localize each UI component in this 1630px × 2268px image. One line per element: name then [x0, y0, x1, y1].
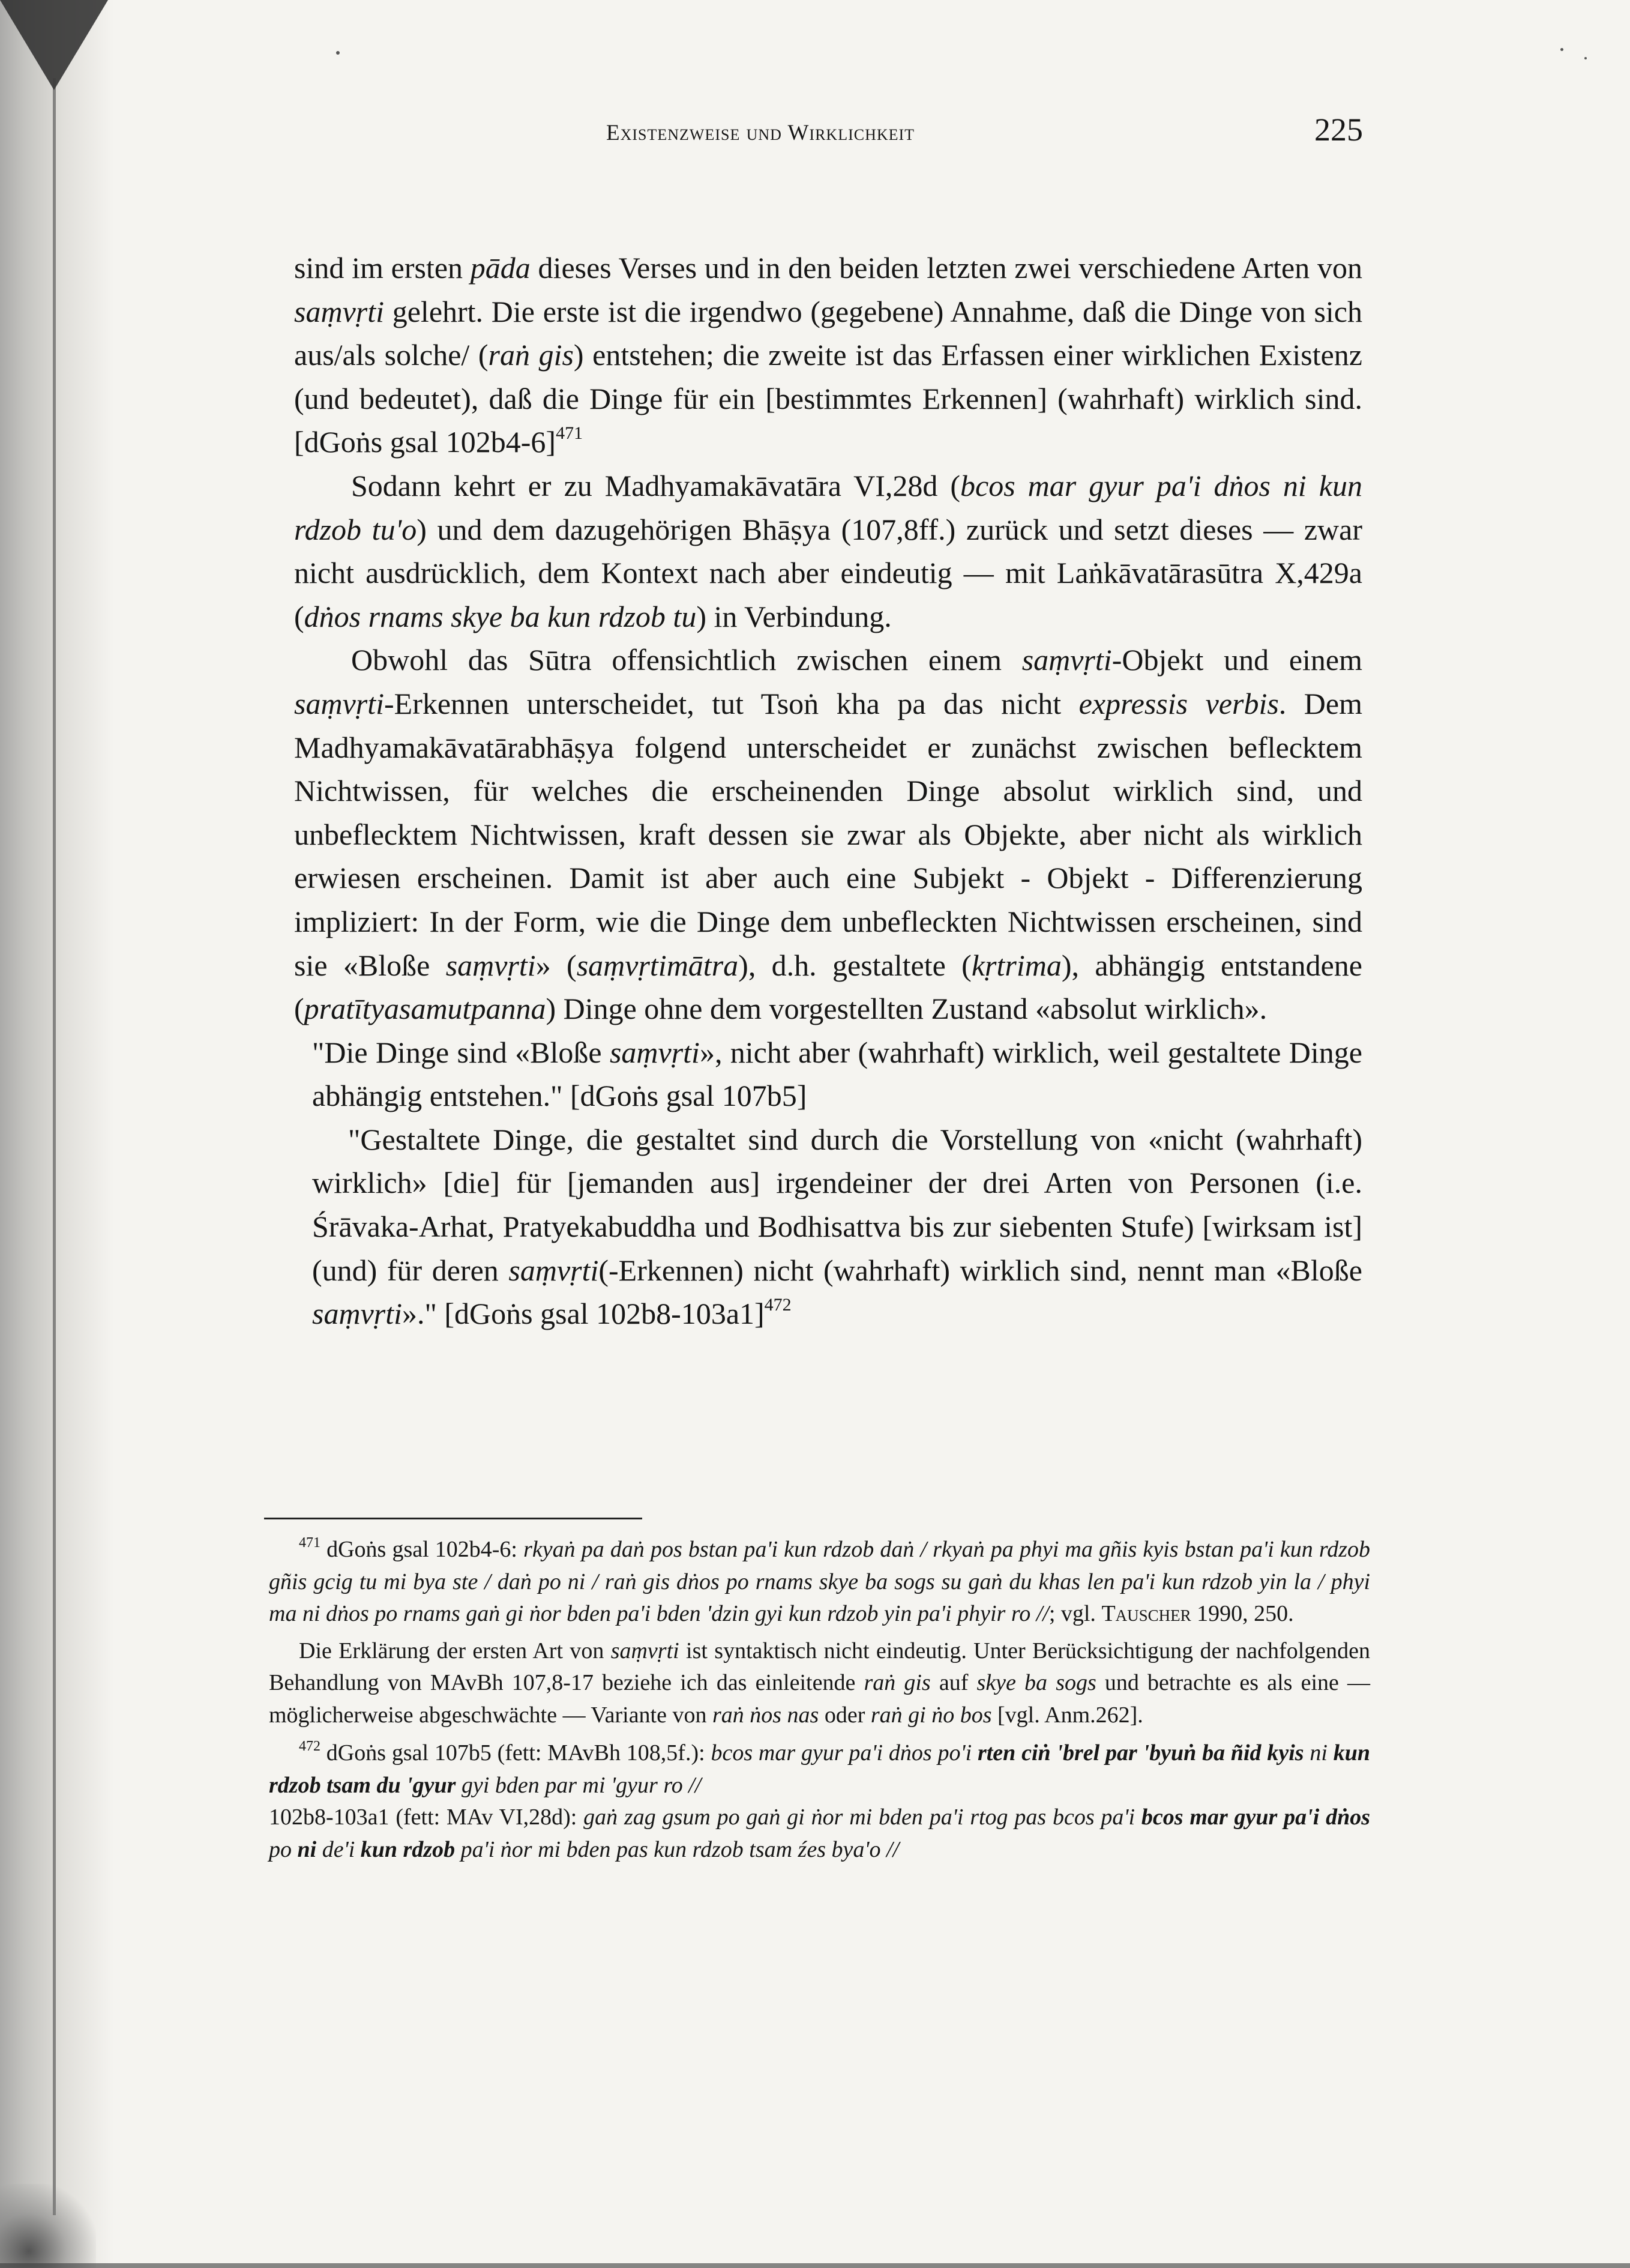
- running-head: Existenzweise und Wirklichkeit: [606, 121, 915, 145]
- text-span: dGoṅs gsal 107b5 (fett: MAvBh 108,5f.):: [320, 1740, 711, 1766]
- footnote-number: 472: [299, 1739, 320, 1754]
- italic-term: pāda: [470, 251, 531, 285]
- text-span: "Gestaltete Dinge, die gestaltet sind durch die Vorstellung von «nicht (wahrhaft) wirklich» [die] für [jemanden aus] irgendeiner der drei Arten von Personen (i.e. Śrāvaka-Arhat, Pratyekabuddha und Bodhisattva bis zur siebenten Stufe) [wirksam ist] (und) für deren: [312, 1122, 1362, 1287]
- text-span: ), abhängig entstandene (: [294, 948, 1362, 1026]
- tibetan-quote: ni: [1304, 1740, 1334, 1766]
- tibetan-quote: rkyaṅ pa daṅ pos bstan pa'i kun rdzob daṅ / rkyaṅ pa phyi ma gñis kyis bstan pa'i kun rdzob gñis gcig tu mi bya ste / daṅ po ni / raṅ gis dṅos po rnams skye ba sogs su gaṅ du khas len pa'i kun rdzob yin la / phyi ma ni dṅos po rnams gaṅ gi ṅor bden pa'i bden 'dzin gyi kun rdzob yin pa'i phyir ro //: [269, 1537, 1371, 1626]
- italic-term: saṃvṛti: [610, 1638, 679, 1663]
- italic-term: saṃvṛti: [445, 948, 536, 982]
- footnotes: [269, 1534, 1370, 1866]
- scan-speck: [336, 51, 340, 55]
- text-span: ) Dinge ohne dem vorgestellten Zustand «absolut wirklich».: [546, 992, 1268, 1026]
- page-number: 225: [1314, 112, 1363, 148]
- binding-bottom-shadow: [0, 2184, 96, 2268]
- text-span: sind im ersten: [294, 251, 471, 285]
- text-span: auf: [930, 1670, 977, 1695]
- text-span: ) und dem dazugehörigen Bhāṣya (107,8ff.) zurück und setzt dieses — zwar nicht ausdrücklich, dem Kontext nach aber eindeutig — mit Laṅkāvatārasūtra X,429a (: [294, 512, 1362, 633]
- tibetan-quote: gyi bden par mi 'gyur ro //: [456, 1772, 702, 1798]
- quotation-1: [294, 1031, 1362, 1118]
- author-name: Tauscher: [1101, 1601, 1191, 1626]
- footnote-472-continuation: [269, 1802, 1370, 1866]
- text-span: . Dem Madhyamakāvatārabhāṣya folgend unterscheidet er zunächst zwischen beflecktem Nichtwissen, für welches die erscheinenden Dinge absolut wirklich sind, und unbeflecktem Nichtwissen, kraft dessen sie zwar als Objekte, aber nicht als wirklich erwiesen erscheinen. Damit ist aber auch eine Subjekt - Objekt - Differenzierung impliziert: In der Form, wie die Dinge dem unbefleckten Nichtwissen erscheinen, sind sie «Bloße: [294, 686, 1362, 982]
- footnote-ref-471[interactable]: 471: [556, 423, 583, 444]
- main-text: [294, 246, 1362, 1336]
- italic-term: raṅ gi ṅo bos: [870, 1702, 992, 1728]
- tibetan-quote: bcos mar gyur pa'i dṅos po'i: [711, 1740, 978, 1766]
- text-span: gelehrt. Die erste ist die irgendwo (gegebene) Annahme, daß die Dinge von sich aus/als solche/ (: [294, 294, 1362, 372]
- tibetan-quote: de'i: [316, 1836, 361, 1862]
- tibetan-quote: gaṅ zag gsum po gaṅ gi ṅor mi bden pa'i rtog pas bcos pa'i: [583, 1805, 1141, 1830]
- paragraph-2: [294, 464, 1362, 638]
- italic-quote: dṅos rnams skye ba kun rdzob tu: [304, 599, 697, 633]
- italic-term: skye ba sogs: [976, 1670, 1096, 1695]
- tibetan-quote-bold: bcos mar gyur pa'i dṅos: [1141, 1805, 1370, 1830]
- tibetan-quote-bold: rten ciṅ 'brel par 'byuṅ ba ñid kyis: [977, 1740, 1304, 1766]
- text-span: ), d.h. gestaltete (: [738, 948, 972, 982]
- text-span: oder: [819, 1702, 871, 1728]
- binding-shadow: [0, 0, 114, 2268]
- paragraph-1: [294, 246, 1362, 464]
- italic-term: raṅ gis: [864, 1670, 931, 1695]
- footnote-ref-472[interactable]: 472: [764, 1295, 792, 1315]
- text-span: und betrachte es als eine — möglicherweise abgeschwächte — Variante von: [269, 1670, 1371, 1728]
- tibetan-quote: pa'i ṅor mi bden pas kun rdzob tsam źes bya'o //: [455, 1836, 900, 1862]
- text-span: 102b8-103a1 (fett: MAv VI,28d):: [269, 1805, 584, 1830]
- text-span: ; vgl.: [1048, 1601, 1102, 1626]
- text-span: Sodann kehrt er zu Madhyamakāvatāra VI,28d (: [351, 468, 961, 502]
- italic-term: saṃvṛtimātra: [576, 948, 739, 982]
- italic-term: raṅ gis: [488, 338, 574, 372]
- text-span: (-Erkennen) nicht (wahrhaft) wirklich sind, nennt man «Bloße: [598, 1253, 1362, 1287]
- binding-edge-line: [53, 78, 56, 2215]
- text-span: », nicht aber (wahrhaft) wirklich, weil gestaltete Dinge abhängig entstehen." [dGoṅs gsal 107b5]: [312, 1035, 1362, 1113]
- tibetan-quote-bold: ni: [297, 1836, 317, 1862]
- text-span: 1990, 250.: [1191, 1601, 1294, 1626]
- text-span: dieses Verses und in den beiden letzten zwei verschiedene Arten von: [530, 251, 1362, 285]
- footnote-separator: [264, 1518, 642, 1519]
- tibetan-quote: po: [269, 1836, 298, 1862]
- text-span: "Die Dinge sind «Bloße: [312, 1035, 610, 1069]
- italic-term: expressis verbis: [1078, 686, 1279, 720]
- text-span: dGoṅs gsal 102b4-6:: [320, 1537, 524, 1562]
- text-span: Die Erklärung der ersten Art von: [299, 1638, 611, 1663]
- footnote-471: [269, 1534, 1370, 1630]
- text-span: » (: [535, 948, 577, 982]
- italic-term: saṃvṛti: [508, 1253, 599, 1287]
- text-span: »." [dGoṅs gsal 102b8-103a1]: [402, 1297, 765, 1331]
- italic-term: raṅ ṅos nas: [712, 1702, 819, 1728]
- text-span: -Objekt und einem: [1111, 643, 1362, 677]
- footnote-472: [269, 1737, 1370, 1802]
- italic-term: saṃvṛti: [312, 1297, 402, 1331]
- footnote-471-continuation: [269, 1635, 1370, 1732]
- scan-speck: [1584, 57, 1587, 59]
- text-span: [vgl. Anm.262].: [991, 1702, 1143, 1728]
- scan-speck: [1560, 48, 1563, 51]
- footnote-number: 471: [299, 1535, 320, 1551]
- text-span: Obwohl das Sūtra offensichtlich zwischen einem: [351, 643, 1022, 677]
- paragraph-3: [294, 638, 1362, 1030]
- italic-term: kṛtrima: [971, 948, 1062, 982]
- text-span: ) entstehen; die zweite ist das Erfassen einer wirklichen Existenz (und bedeutet), daß die Dinge für ein [bestimmtes Erkennen] (wahrhaft) wirklich sind. [dGoṅs gsal 102b4-6]: [294, 338, 1362, 459]
- italic-term: pratītyasamutpanna: [304, 992, 546, 1026]
- text-span: -Erkennen unterscheidet, tut Tsoṅ kha pa das nicht: [384, 686, 1079, 720]
- tibetan-quote-bold: kun rdzob tsam du 'gyur: [269, 1740, 1371, 1798]
- tibetan-quote-bold: kun rdzob: [360, 1836, 456, 1862]
- binding-corner-mark: [0, 0, 108, 90]
- quotation-2: [294, 1118, 1362, 1336]
- italic-term: saṃvṛti: [1021, 643, 1112, 677]
- text-span: ) in Verbindung.: [696, 599, 892, 633]
- scan-bottom-edge: [0, 2263, 1630, 2268]
- text-span: ist syntaktisch nicht eindeutig. Unter Berücksichtigung der nachfolgenden Behandlung von MAvBh 107,8-17 beziehe ich das einleitende: [269, 1638, 1370, 1695]
- italic-quote: bcos mar gyur pa'i dṅos ni kun rdzob tu'o: [294, 468, 1363, 546]
- italic-term: saṃvṛti: [294, 294, 384, 328]
- italic-term: saṃvṛti: [294, 686, 384, 720]
- italic-term: saṃvṛti: [609, 1035, 700, 1069]
